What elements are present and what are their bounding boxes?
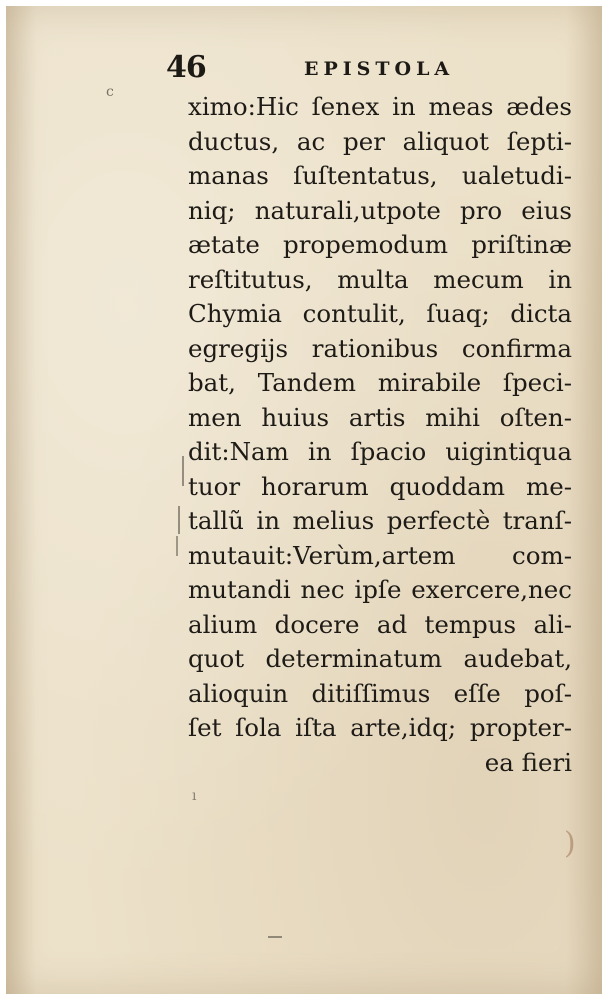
text-line: dit:Nam in ſpacio uigintiqua (188, 437, 572, 466)
page-number: 46 (166, 50, 206, 85)
margin-rule-mark (178, 506, 180, 534)
catchword: ea fieri (484, 747, 572, 777)
ink-speck (268, 936, 282, 938)
text-line: alium docere ad tempus ali- (188, 609, 572, 639)
text-line: tuor horarum quoddam me- (188, 471, 572, 501)
text-line: ſet ſola iſta arte,idq; propter- (188, 713, 572, 742)
text-line: ductus, ac per aliquot ſepti- (188, 126, 572, 156)
margin-rule-mark (182, 456, 184, 486)
book-page (6, 6, 602, 994)
text-line: manas ſuſtentatus, ualetudi- (188, 161, 572, 190)
paper-stain: ) (564, 826, 576, 861)
text-line: ximo:Hic ſenex in meas ædes (188, 92, 572, 121)
text-line: bat, Tandem mirabile ſpeci- (188, 368, 572, 397)
text-line: Chymia contulit, ſuaq; dicta (188, 299, 572, 328)
body-text (188, 90, 572, 780)
text-line: ætate propemodum priſtinæ (188, 230, 572, 259)
ink-speck: ı (192, 788, 197, 804)
text-line: quot determinatum audebat, (188, 644, 572, 673)
text-line: mutauit:Verùm,artem com- (188, 540, 572, 570)
margin-rule-mark (176, 536, 178, 556)
margin-mark: c (106, 84, 114, 100)
text-line: niq; naturali,utpote pro eius (188, 195, 572, 225)
text-line: mutandi nec ipſe exercere,nec (188, 575, 572, 604)
text-line: men huius artis mihi oſten- (188, 402, 572, 432)
running-head: EPISTOLA (304, 58, 455, 80)
text-line: alioquin ditiſſimus eſſe poſ- (188, 678, 572, 708)
text-line: reſtitutus, multa mecum in (188, 264, 572, 294)
text-line: tallũ in melius perfectè tranſ- (188, 506, 572, 535)
text-line: egregijs rationibus confirma (188, 333, 572, 363)
